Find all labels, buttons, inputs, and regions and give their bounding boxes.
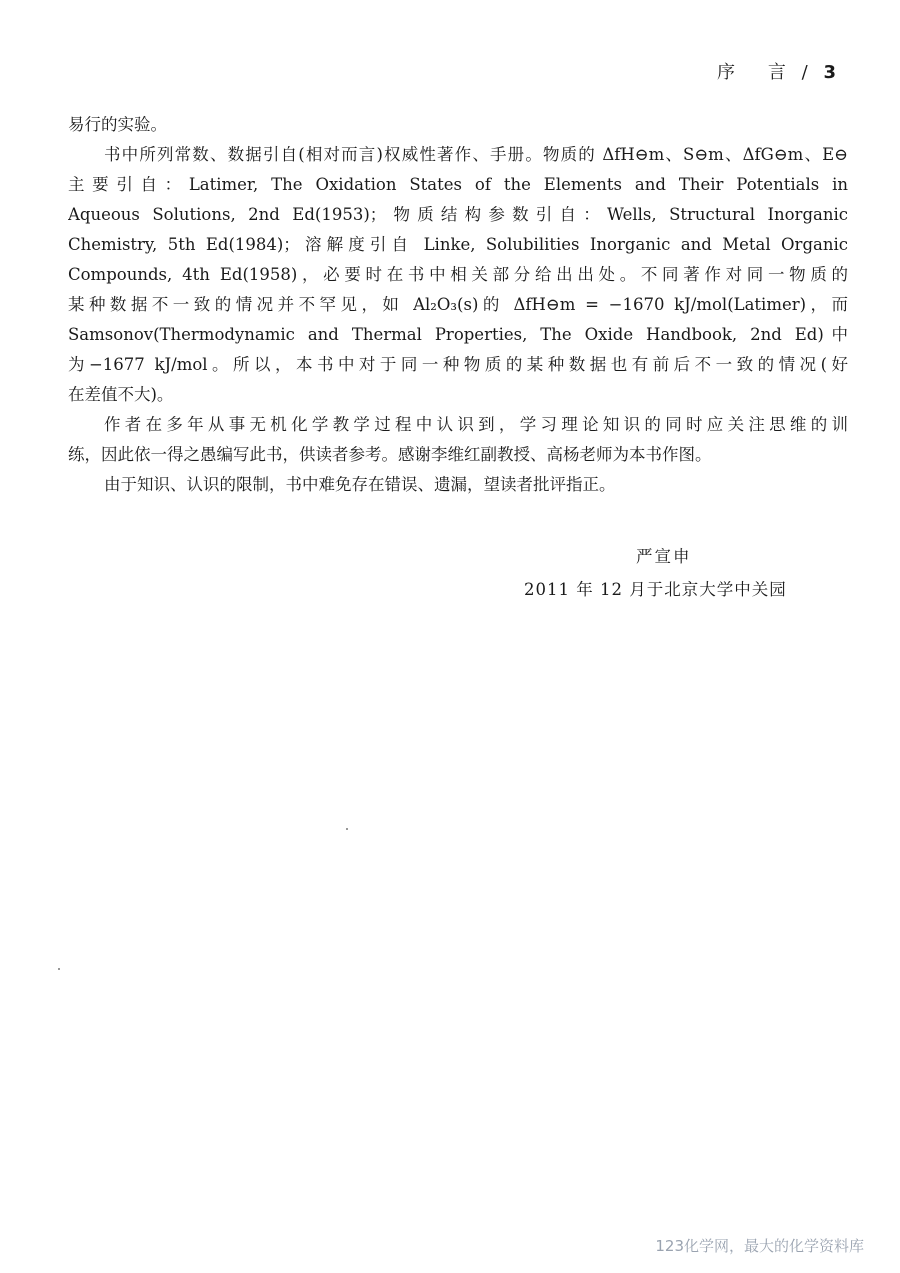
scan-speck <box>58 968 60 970</box>
header-section-title: 序 言 <box>717 62 788 83</box>
page-number: 3 <box>823 62 838 83</box>
preface-body <box>68 110 848 500</box>
watermark: 123化学网，最大的化学资料库 <box>655 1237 864 1255</box>
scan-speck <box>346 828 348 830</box>
text-line: 某种数据不一致的情况并不罕见，如 Al₂O₃(s)的 ΔfH⊖m = −1670 kJ/mol(Latimer)，而 <box>68 295 848 314</box>
paragraph-sources <box>68 140 848 410</box>
text-line: 由于知识、认识的限制，书中难免存在错误、遗漏，望读者批评指正。 <box>104 475 616 494</box>
header-separator: / <box>801 62 810 83</box>
text-line: 作者在多年从事无机化学教学过程中认识到，学习理论知识的同时应关注思维的训 <box>104 415 848 434</box>
author-name: 严宣申 <box>636 547 692 566</box>
text-line: 在差值不大)。 <box>68 385 174 404</box>
text-line: 练，因此依一得之愚编写此书，供读者参考。感谢李维红副教授、高杨老师为本书作图。 <box>68 445 712 464</box>
paragraph-continuation <box>68 110 848 140</box>
paragraph-acknowledgement <box>68 410 848 470</box>
running-header <box>717 58 838 84</box>
text-line: 书中所列常数、数据引自(相对而言)权威性著作、手册。物质的 ΔfH⊖m、S⊖m、ΔfG⊖m、E⊖ <box>104 145 848 164</box>
text-line: 为−1677 kJ/mol。所以，本书中对于同一种物质的某种数据也有前后不一致的情况(好 <box>68 355 848 374</box>
text-line: 主要引自：Latimer, The Oxidation States of the Elements and Their Potentials in <box>68 175 848 194</box>
text-line: 易行的实验。 <box>68 115 167 134</box>
date-place: 2011 年 12 月于北京大学中关园 <box>524 580 787 599</box>
text-line: Samsonov(Thermodynamic and Thermal Properties, The Oxide Handbook, 2nd Ed)中 <box>68 325 848 344</box>
text-line: Chemistry, 5th Ed(1984)；溶解度引自 Linke, Solubilities Inorganic and Metal Organic <box>68 235 848 254</box>
paragraph-closing <box>68 470 848 500</box>
text-line: Aqueous Solutions, 2nd Ed(1953)；物质结构参数引自：Wells, Structural Inorganic <box>68 205 848 224</box>
text-line: Compounds, 4th Ed(1958)，必要时在书中相关部分给出出处。不同著作对同一物质的 <box>68 265 848 284</box>
